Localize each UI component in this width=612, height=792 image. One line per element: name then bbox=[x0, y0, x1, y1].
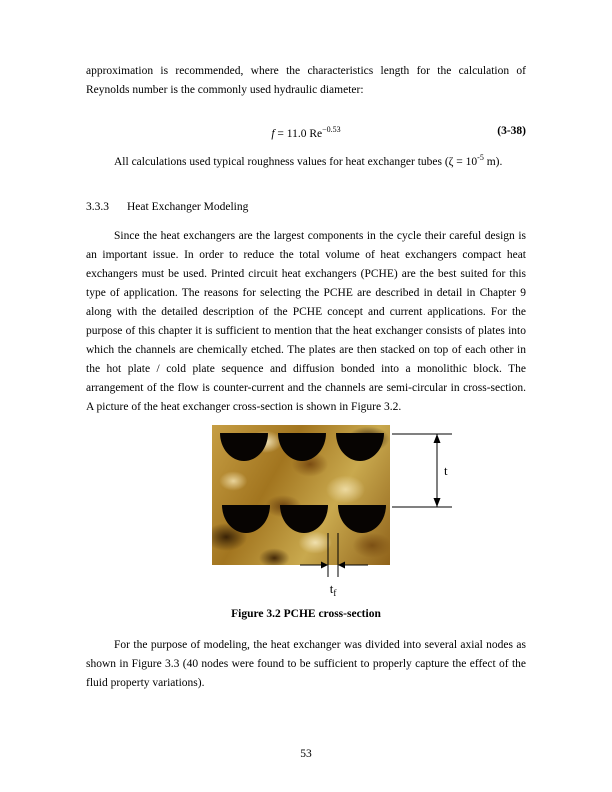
intro-paragraph: approximation is recommended, where the characteristics length for the calculation of Reynolds number is the commonly used hydraulic diameter: bbox=[86, 65, 526, 96]
roughness-exponent: -5 bbox=[477, 153, 484, 162]
equation-number: (3-38) bbox=[497, 125, 526, 137]
figure-pche-cross-section bbox=[86, 425, 526, 601]
section-title: Heat Exchanger Modeling bbox=[127, 200, 249, 213]
roughness-lead: All calculations used typical roughness values for heat exchanger tubes (ζ = 10 bbox=[114, 155, 478, 168]
figure-dimension-annotations bbox=[86, 425, 526, 601]
page-number: 53 bbox=[300, 748, 312, 760]
equation-mid: = 11.0 Re bbox=[274, 127, 323, 140]
section-number: 3.3.3 bbox=[86, 200, 109, 213]
equation-body bbox=[271, 125, 341, 140]
page-content bbox=[86, 62, 526, 693]
roughness-sentence bbox=[86, 148, 526, 172]
closing-paragraph: For the purpose of modeling, the heat exchanger was divided into several axial nodes as shown in Figure 3.3 (40 nodes were found to be sufficient to properly capture the effect of the fluid property variations). bbox=[86, 638, 526, 689]
tf-dimension-arrow bbox=[300, 533, 368, 598]
section-heading bbox=[86, 198, 526, 217]
figure-caption: Figure 3.2 PCHE cross-section bbox=[231, 607, 381, 620]
body-paragraph: Since the heat exchangers are the largest components in the cycle their careful design is an important issue. In order to reduce the total volume of heat exchangers compact heat exchangers must be used. Printed circuit heat exchangers (PCHE) are the best suited for this type of application. The reasons for selecting the PCHE are described in detail in Chapter 9 along with the detailed description of the PCHE concept and current applications. For the purpose of this chapter it is sufficient to mention that the heat exchanger consists of plates into which the channels are chemically etched. The plates are then stacked on top of each other in the hot plate / cold plate sequence and diffusion bonded into a monolithic block. The arrangement of the flow is counter-current and the channels are semi-circular in cross-section. A picture of the heat exchanger cross-section is shown in Figure 3.2. bbox=[86, 229, 526, 413]
t-dimension-arrow bbox=[392, 434, 452, 507]
equation-exponent: −0.53 bbox=[322, 125, 341, 134]
t-dimension-label: t bbox=[444, 462, 448, 478]
equation-3-38 bbox=[86, 120, 526, 140]
tf-dimension-label: $t_f$ bbox=[329, 580, 337, 598]
roughness-tail: m). bbox=[483, 155, 503, 168]
equation-lhs: f bbox=[271, 127, 275, 140]
